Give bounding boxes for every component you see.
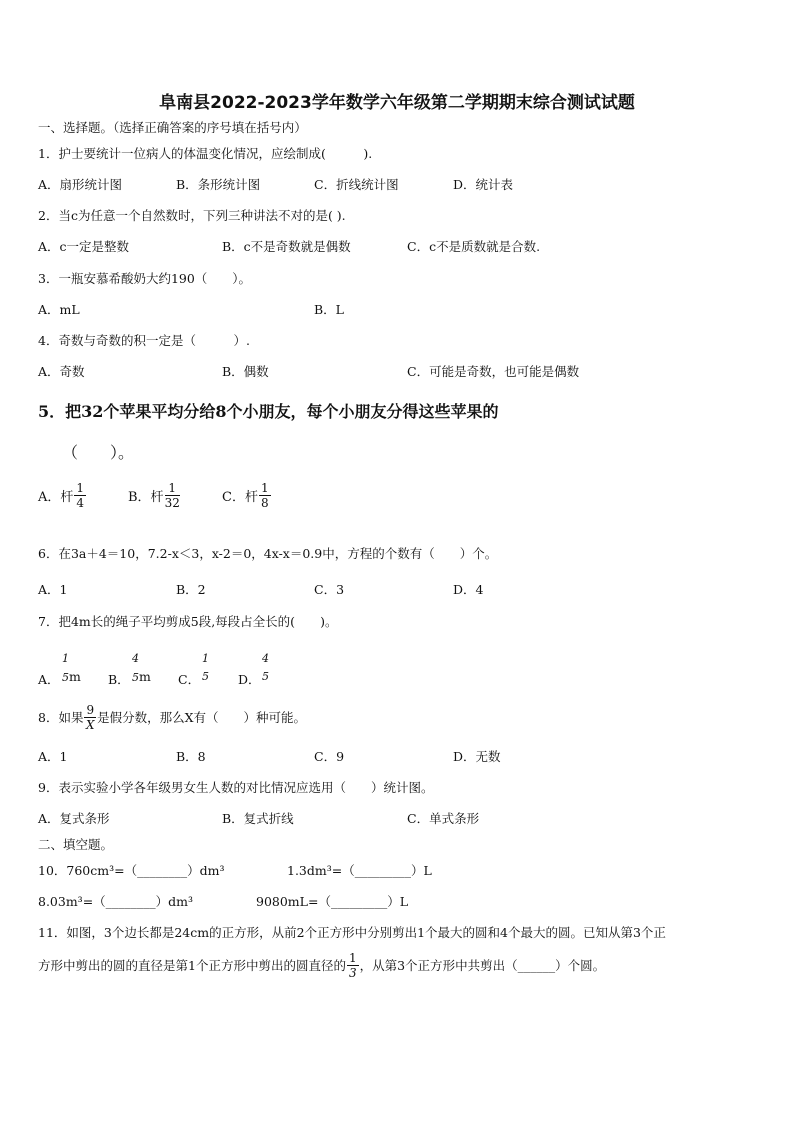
- question-1-option-d[interactable]: D．统计表: [453, 177, 514, 192]
- section-heading-choice: 一、选择题。（选择正确答案的序号填在括号内）: [38, 120, 307, 135]
- fraction: $\frac{1}{4}$: [76, 481, 85, 510]
- option-label: B．杆: [128, 490, 164, 505]
- question-1-option-a[interactable]: A．扇形统计图: [38, 177, 123, 192]
- question-2-option-c[interactable]: C．c不是质数就是合数.: [407, 239, 541, 254]
- question-6-option-b[interactable]: B．2: [176, 582, 206, 597]
- question-2-stem: 2．当c为任意一个自然数时，下列三种讲法不对的是( ).: [38, 208, 346, 223]
- question-2-option-a[interactable]: A．c一定是整数: [38, 239, 130, 254]
- question-7-option-d-label[interactable]: D．: [238, 672, 261, 687]
- question-7-option-d-fraction: 4 5: [262, 652, 269, 683]
- question-6-option-d[interactable]: D．4: [453, 582, 484, 597]
- question-1-stem: 1．护士要统计一位病人的体温变化情况，应绘制成( ).: [38, 146, 373, 161]
- question-4-option-b[interactable]: B．偶数: [222, 364, 269, 379]
- question-11-line-2: 方形中剪出的圆的直径是第1个正方形中剪出的圆直径的 $\frac{1}{3}$ ，从第3个正方形中共剪出（______）个圆。: [38, 951, 606, 980]
- question-8-option-b[interactable]: B．8: [176, 749, 206, 764]
- question-7-option-a-label[interactable]: A．: [38, 672, 60, 687]
- fraction: $\frac{1}{3}$: [348, 951, 357, 980]
- question-6-option-a[interactable]: A．1: [38, 582, 68, 597]
- question-5-option-c[interactable]: [222, 482, 272, 509]
- question-7-option-a-fraction: 1 5m: [62, 652, 81, 684]
- option-label: C．杆: [222, 490, 258, 505]
- question-4-option-c[interactable]: C．可能是奇数，也可能是偶数: [407, 364, 580, 379]
- question-10-part-a: 10．760cm³=（________）dm³: [38, 863, 225, 878]
- fraction: $\frac{1}{32}$: [164, 481, 180, 510]
- question-1-option-c[interactable]: C．折线统计图: [314, 177, 399, 192]
- question-9-option-c[interactable]: C．单式条形: [407, 811, 480, 826]
- question-6-stem: 6．在3a＋4＝10，7.2-x＜3，x-2＝0，4x-x＝0.9中，方程的个数有（ ）个。: [38, 546, 498, 561]
- question-7-option-c-fraction: 1 5: [202, 652, 209, 683]
- question-3-stem: 3．一瓶安慕希酸奶大约190（ ）。: [38, 271, 252, 286]
- question-9-option-b[interactable]: B．复式折线: [222, 811, 294, 826]
- question-8-option-c[interactable]: C．9: [314, 749, 345, 764]
- question-8-option-d[interactable]: D．无数: [453, 749, 501, 764]
- question-6-option-c[interactable]: C．3: [314, 582, 345, 597]
- question-1-option-b[interactable]: B．条形统计图: [176, 177, 261, 192]
- question-11-line-1: 11．如图，3个边长都是24cm的正方形，从前2个正方形中分别剪出1个最大的圆和4个最大的圆。已知从第3个正: [38, 925, 666, 940]
- question-10-part-b: 1.3dm³=（_________）L: [287, 863, 432, 878]
- question-2-option-b[interactable]: B．c不是奇数就是偶数: [222, 239, 351, 254]
- question-7-option-c-label[interactable]: C．: [178, 672, 201, 687]
- fraction: $\frac{1}{8}$: [260, 481, 269, 510]
- question-8-option-a[interactable]: A．1: [38, 749, 68, 764]
- question-7-option-b-label[interactable]: B．: [108, 672, 130, 687]
- question-10-part-d: 9080mL=（_________）L: [256, 894, 408, 909]
- question-10-part-c: 8.03m³=（________）dm³: [38, 894, 194, 909]
- fraction: $\frac{9}{X}$: [86, 703, 95, 732]
- question-4-stem: 4．奇数与奇数的积一定是（ ）.: [38, 333, 250, 348]
- question-4-option-a[interactable]: A．奇数: [38, 364, 85, 379]
- question-5-stem: 5．把32个苹果平均分给8个小朋友，每个小朋友分得这些苹果的: [38, 402, 499, 421]
- question-9-stem: 9．表示实验小学各年级男女生人数的对比情况应选用（ ）统计图。: [38, 780, 434, 795]
- question-7-stem: 7．把4m长的绳子平均剪成5段,每段占全长的( )。: [38, 614, 338, 629]
- question-5-option-b[interactable]: [128, 482, 181, 509]
- section-heading-fill: 二、填空题。: [38, 837, 114, 852]
- question-9-option-a[interactable]: A．复式条形: [38, 811, 110, 826]
- page-title: 阜南县2022-2023学年数学六年级第二学期期末综合测试试题: [159, 93, 635, 113]
- question-5-answer-blank: （ ）。: [62, 443, 135, 462]
- question-3-option-b[interactable]: B．L: [314, 302, 344, 317]
- option-label: A．杆: [38, 490, 74, 505]
- question-5-option-a[interactable]: [38, 482, 87, 509]
- question-7-option-b-fraction: 4 5m: [132, 652, 151, 684]
- question-3-option-a[interactable]: A．mL: [38, 302, 80, 317]
- question-8-stem: 8．如果 $\frac{9}{X}$ 是假分数，那么X有（ ）种可能。: [38, 703, 306, 732]
